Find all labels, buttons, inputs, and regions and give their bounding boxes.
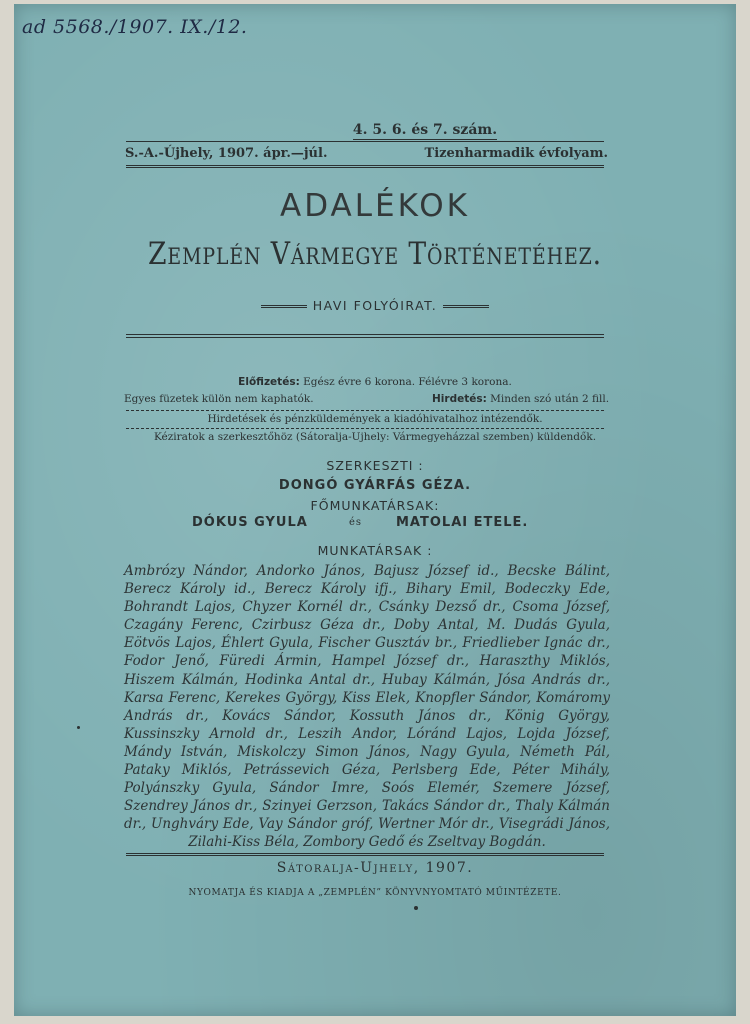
co-editor-2: MATOLAI ETELE. [396,515,529,530]
ads-notice: Hirdetések és pénzküldemények a kiadóhivatalhoz intézendők. [207,413,543,425]
issue-numbers [0,122,750,138]
editor-name: DONGÓ GYÁRFÁS GÉZA. [278,478,472,493]
subscription-text: Egész évre 6 korona. Félévre 3 korona. [303,376,512,388]
ads-line [432,393,609,405]
manuscripts-separator [126,428,604,429]
single-issues-note: Egyes füzetek külön nem kaphatók. [124,393,314,405]
subtitle-text: HAVI FOLYÓIRAT. [312,298,438,313]
co-editor-1: DÓKUS GYULA [192,515,308,530]
imprint-place-year: Sátoralja-Ujhely, 1907. [276,860,474,876]
manuscripts-note: Kéziratok a szerkesztőhöz (Sátoralja-Ujhely: Vármegyeházzal szemben) küldendők. [153,431,597,443]
ink-speck [414,906,418,910]
masthead-top-rule [126,141,604,142]
subtitle-right-ornament [443,305,489,308]
contributors-list: Ambrózy Nándor, Andorko János, Bajusz József id., Becske Bálint, Berecz Károly id., Berecz Károly ifj., Bihary Emil, Bodeczky Ede, Bohrandt Lajos, Chyzer Kornél dr., Csánky Dezső dr., Csoma József, Czagány Ferenc, Czirbusz Géza dr., Doby Antal, M. Dudás Gyula, Eötvös Lajos, Éhlert Gyula, Fischer Gusztáv br., Friedlieber Ignác dr., Fodor Jenő, Füredi Ármin, Hampel József dr., Haraszthy Miklós, Hiszem Kálmán, Hodinka Antal dr., Hubay Kálmán, Jósa András dr., Karsa Ferenc, Kerekes György, Kiss Elek, Knopfler Sándor, Komáromy András dr., Kovács Sándor, Kossuth János dr., König György, Kussinszky Arnold dr., Leszih Andor, Lóránd Lajos, Lojda József, Mándy István, Miskolczy Simon János, Nagy Gyula, Németh Pál, Pataky Miklós, Petrássevich Géza, Perlsberg Ede, Péter Mihály, Polyánszky Gyula, Sándor Imre, Soós Elemér, Szemere József, Szendrey János dr., Szinyei Gerzson, Takács Sándor dr., Thaly Kálmán dr., Unghváry Ede, Vay Sándor gróf, Wertner Mór dr., Visegrádi János, Zilahi-Kiss Béla, Zombory Gedő és Zseltvay Bogdán. [124,563,610,851]
subtitle-left-ornament [261,305,307,308]
contributors-label: MUNKATÁRSAK : [317,543,433,558]
title-line-1: ADALÉKOK [280,188,470,224]
title-line-2: Zemplén Vármegye Történetéhez. [148,236,602,272]
subscription-line [0,376,750,388]
ads-label: Hirdetés: [432,393,487,405]
issue-numbers-text: 4. 5. 6. és 7. szám. [352,122,498,138]
subtitle [0,298,750,313]
masthead-double-rule [126,165,604,168]
co-editors-label: FŐMUNKATÁRSAK: [310,498,440,513]
editor-label: SZERKESZTI : [326,458,424,473]
subscription-label: Előfizetés: [238,376,300,388]
place-date: S.-A.-Újhely, 1907. ápr.—júl. [125,146,328,161]
ads-separator [126,410,604,411]
co-editors-and: és [349,517,363,528]
handwritten-archive-note: ad 5568./1907. IX./12. [22,16,248,38]
ink-speck [77,726,80,729]
ads-text: Minden szó után 2 fill. [490,393,610,405]
imprint-printer: NYOMATJA ÉS KIADJA A „ZEMPLÉN” KÖNYVNYOMTATÓ MŰINTÉZETE. [188,888,562,898]
imprint-double-rule [126,853,604,856]
volume-label: Tizenharmadik évfolyam. [424,146,608,161]
title-double-rule [126,334,604,338]
